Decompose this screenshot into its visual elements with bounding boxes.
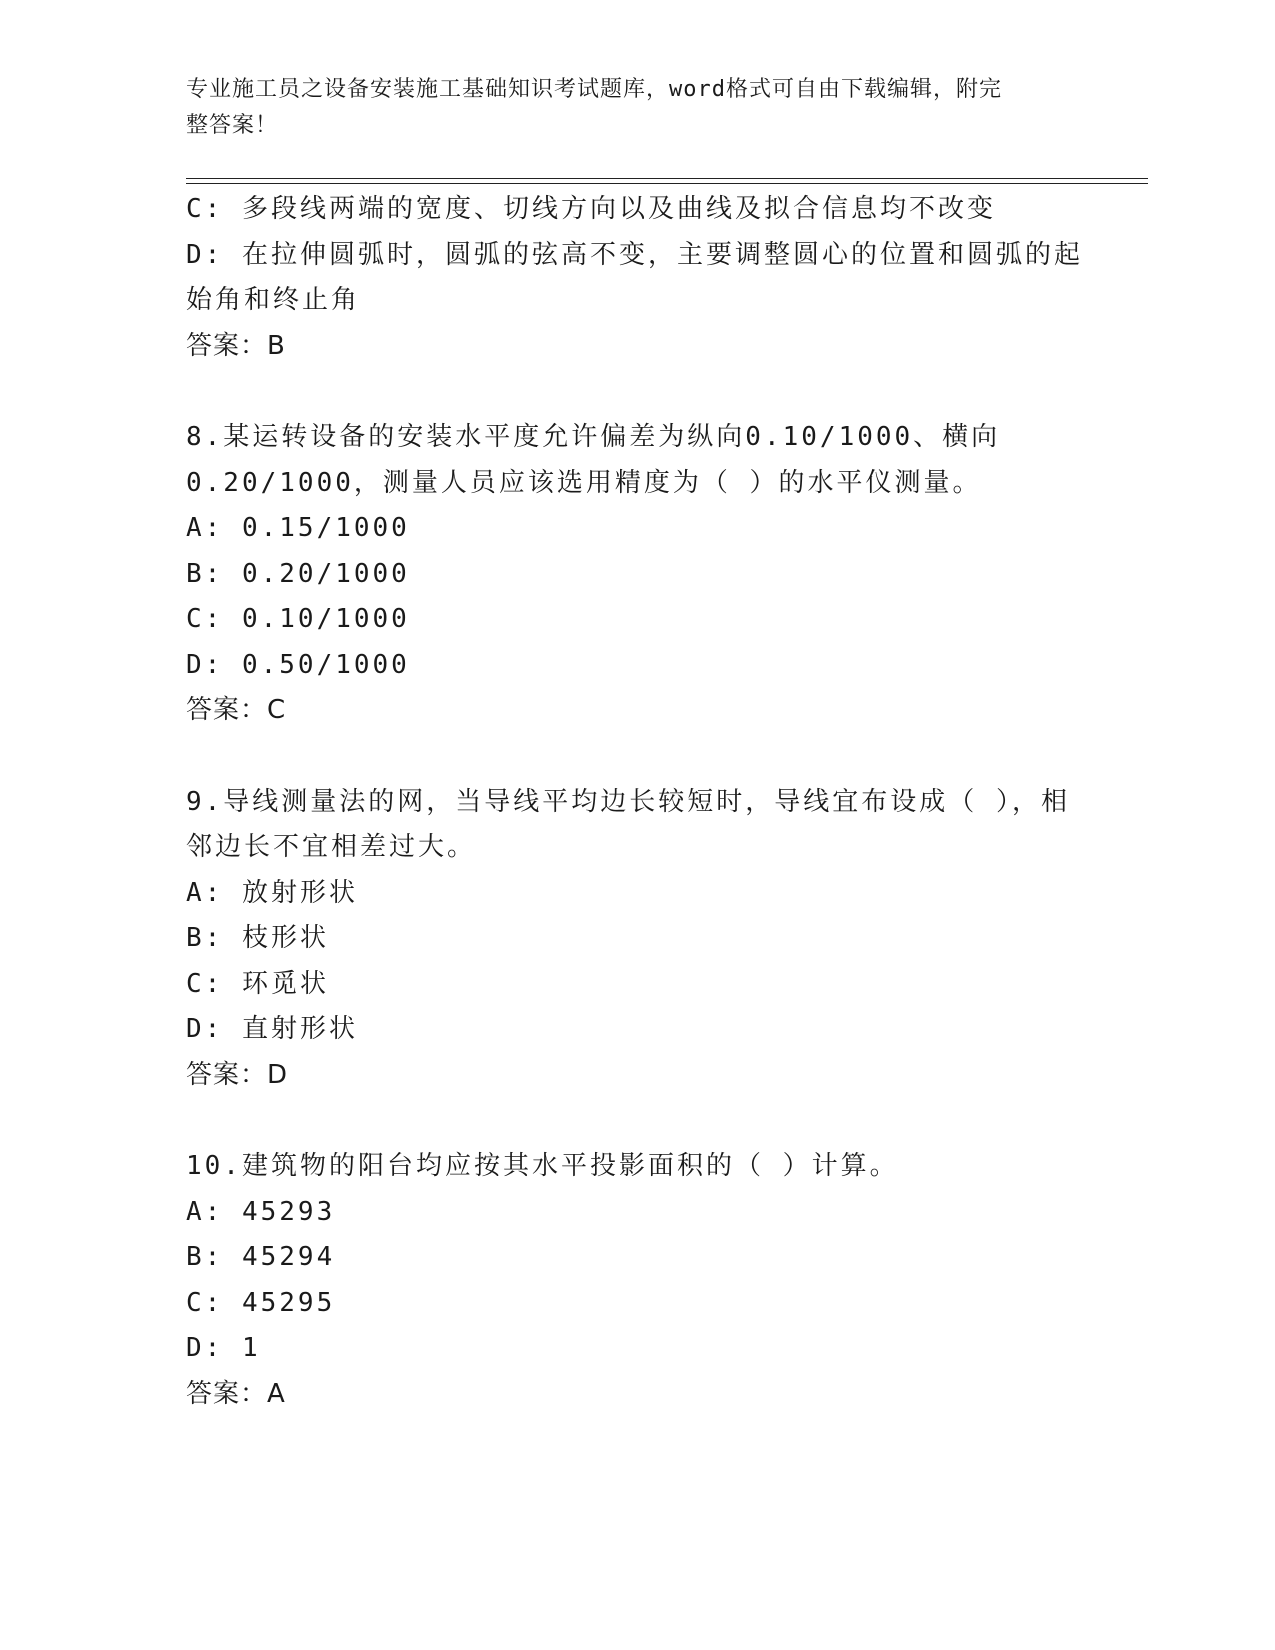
document-body	[186, 187, 1086, 1417]
document-header	[186, 72, 1066, 144]
question-9-stem-line-2: 邻边长不宜相差过大。	[186, 832, 477, 862]
question-9	[186, 780, 1086, 1099]
question-9-option-a: A: 放射形状	[186, 877, 358, 908]
question-9-stem-line-1: 9.导线测量法的网，当导线平均边长较短时，导线宜布设成（ ），相	[186, 786, 1070, 817]
question-10-option-c: C: 45295	[186, 1287, 336, 1318]
question-7-option-c: C: 多段线两端的宽度、切线方向以及曲线及拟合信息均不改变	[186, 194, 996, 224]
question-8-stem-line-2: 0.20/1000，测量人员应该选用精度为（ ）的水平仪测量。	[186, 467, 982, 498]
spacer	[186, 734, 1086, 780]
question-10-option-b: B: 45294	[186, 1242, 336, 1272]
question-9-option-c: C: 环觅状	[186, 968, 329, 999]
header-line-1: 专业施工员之设备安装施工基础知识考试题库，word格式可自由下载编辑，附完	[186, 77, 1002, 102]
question-9-answer: 答案：D	[186, 1059, 289, 1090]
question-8	[186, 415, 1086, 734]
question-8-option-d: D: 0.50/1000	[186, 649, 410, 680]
question-10-answer: 答案：A	[186, 1378, 286, 1409]
question-8-answer: 答案：C	[186, 695, 287, 725]
question-10	[186, 1144, 1086, 1417]
question-8-stem-line-1: 8.某运转设备的安装水平度允许偏差为纵向0.10/1000、横向	[186, 422, 1001, 452]
question-8-option-b: B: 0.20/1000	[186, 558, 410, 589]
question-7-answer: 答案：B	[186, 330, 286, 361]
question-10-stem: 10.建筑物的阳台均应按其水平投影面积的（ ）计算。	[186, 1151, 899, 1181]
header-rule-bottom	[186, 183, 1148, 184]
question-8-option-c: C: 0.10/1000	[186, 604, 410, 634]
question-8-option-a: A: 0.15/1000	[186, 513, 410, 543]
question-10-option-d: D: 1	[186, 1333, 261, 1363]
header-line-2: 整答案！	[186, 113, 279, 138]
question-7-option-d-line-1: D: 在拉伸圆弧时，圆弧的弦高不变，主要调整圆心的位置和圆弧的起	[186, 239, 1083, 270]
question-7	[186, 187, 1086, 369]
spacer	[186, 1098, 1086, 1144]
question-9-option-d: D: 直射形状	[186, 1014, 358, 1044]
header-rule-top	[186, 178, 1148, 179]
spacer	[186, 369, 1086, 415]
question-7-option-d-line-2: 始角和终止角	[186, 285, 361, 315]
question-9-option-b: B: 枝形状	[186, 923, 329, 953]
question-10-option-a: A: 45293	[186, 1196, 336, 1227]
